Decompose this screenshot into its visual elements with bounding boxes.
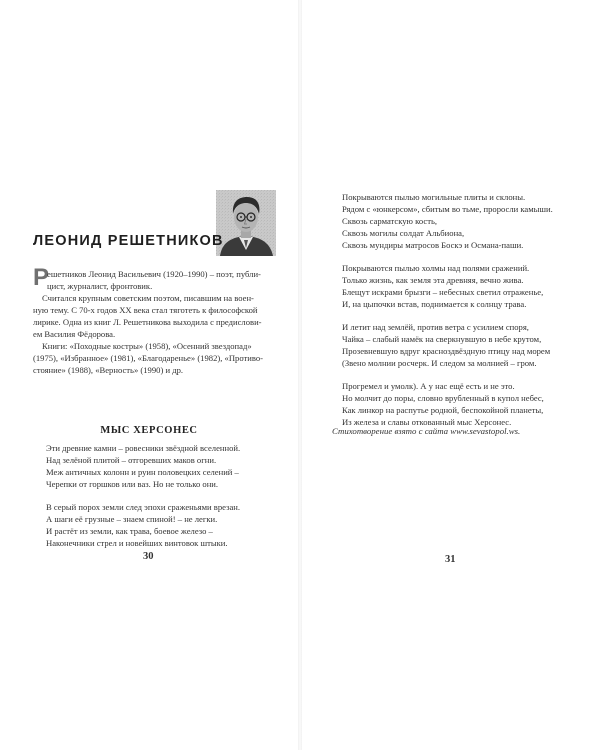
page-left — [0, 0, 298, 750]
verse-line: Как линкор на распутье родной, беспокойной планеты, — [342, 405, 544, 415]
stanza-break — [342, 310, 553, 321]
verse-line: Прозевневшую вдруг красноздвёздную птицу над морем — [342, 346, 551, 356]
verse-line: Сквозь сарматскую кость, — [342, 216, 438, 226]
bio-line: лирике. Одна из книг Л. Решетникова выходила с предислови- — [33, 317, 262, 327]
verse-line: Сквозь могилы солдат Альбиона, — [342, 228, 465, 238]
verse-line: Покрываются пылью могильные плиты и склоны. — [342, 192, 526, 202]
source-note: Стихотворение взято с сайта www.sevastopol.ws. — [332, 426, 521, 436]
bio-line: стояние» (1988), «Верность» (1990) и др. — [33, 365, 184, 375]
bio-line: ем Василия Фёдорова. — [33, 329, 116, 339]
verse-line: Блещут искрами брызги – небесных светил отраженье, — [342, 287, 544, 297]
verse-line: И летит над землёй, против ветра с усилием споря, — [342, 322, 529, 332]
page-number: 30 — [143, 551, 154, 562]
verse-line: Черепки от горшков или ваз. Но не только они. — [46, 479, 219, 489]
bio-line: Книги: «Походные костры» (1958), «Осенний звездопад» — [42, 341, 252, 351]
stanza-break — [46, 490, 240, 501]
bio-dropcap: Р — [33, 264, 50, 291]
bio-line: (1975), «Избранное» (1981), «Благодаренье» (1982), «Противо- — [33, 353, 264, 363]
verse-line: Эти древние камни – ровесники звёздной вселенной. — [46, 443, 241, 453]
verse-line: Покрываются пылью холмы над полями сражений. — [342, 263, 530, 273]
verse-line: Только жизнь, как земля эта древняя, вечно жива. — [342, 275, 524, 285]
author-portrait — [216, 190, 276, 256]
author-bio — [33, 264, 273, 376]
verse-line: А шаги её грузные – знаем спиной! – не легки. — [46, 514, 218, 524]
verse-line: И, на цыпочки встав, поднимается к солнцу трава. — [342, 299, 527, 309]
stanza-break — [342, 369, 553, 380]
author-name: ЛЕОНИД РЕШЕТНИКОВ — [33, 233, 224, 249]
poem-verse-right — [342, 191, 553, 428]
verse-line: Но молчит до поры, словно врубленный в купол небес, — [342, 393, 544, 403]
poem-title: МЫС ХЕРСОНЕС — [100, 425, 198, 436]
verse-line: И растёт из земли, как трава, боевое железо – — [46, 526, 213, 536]
bio-line: ешетников Леонид Васильевич (1920–1990) – поэт, публи- — [47, 269, 261, 279]
verse-line: В серый порох земли след эпохи сраженьями врезан. — [46, 502, 241, 512]
verse-line: Чайка – слабый намёк на сверкнувшую в небе крутом, — [342, 334, 542, 344]
bio-line: ную тему. С 70-х годов XX века стал тяготеть к философской — [33, 305, 258, 315]
poem-verse-left — [46, 442, 240, 549]
verse-line: Рядом с «юнкерсом», сбитым во тьме, проросли камыши. — [342, 204, 553, 214]
verse-line: Меж античных колонн и руин половецких селений – — [46, 467, 239, 477]
bio-line: цист, журналист, фронтовик. — [47, 281, 153, 291]
verse-line: Сквозь мундиры матросов Боскэ и Османа-паши. — [342, 240, 524, 250]
bio-line: Считался крупным советским поэтом, писавшим на воен- — [42, 293, 254, 303]
page-right — [302, 0, 600, 750]
verse-line: Над зелёной плитой – отгоревших маков огни. — [46, 455, 217, 465]
page-number: 31 — [445, 554, 456, 565]
verse-line: Наконечники стрел и новейших винтовок штыки. — [46, 538, 228, 548]
stanza-break — [342, 251, 553, 262]
verse-line: Из железа и славы откованный мыс Херсонес. — [342, 417, 512, 427]
verse-line: (Звено молнии росчерк. И следом за молнией – гром. — [342, 358, 537, 368]
verse-line: Прогремел и умолк). А у нас ещё есть и не это. — [342, 381, 515, 391]
